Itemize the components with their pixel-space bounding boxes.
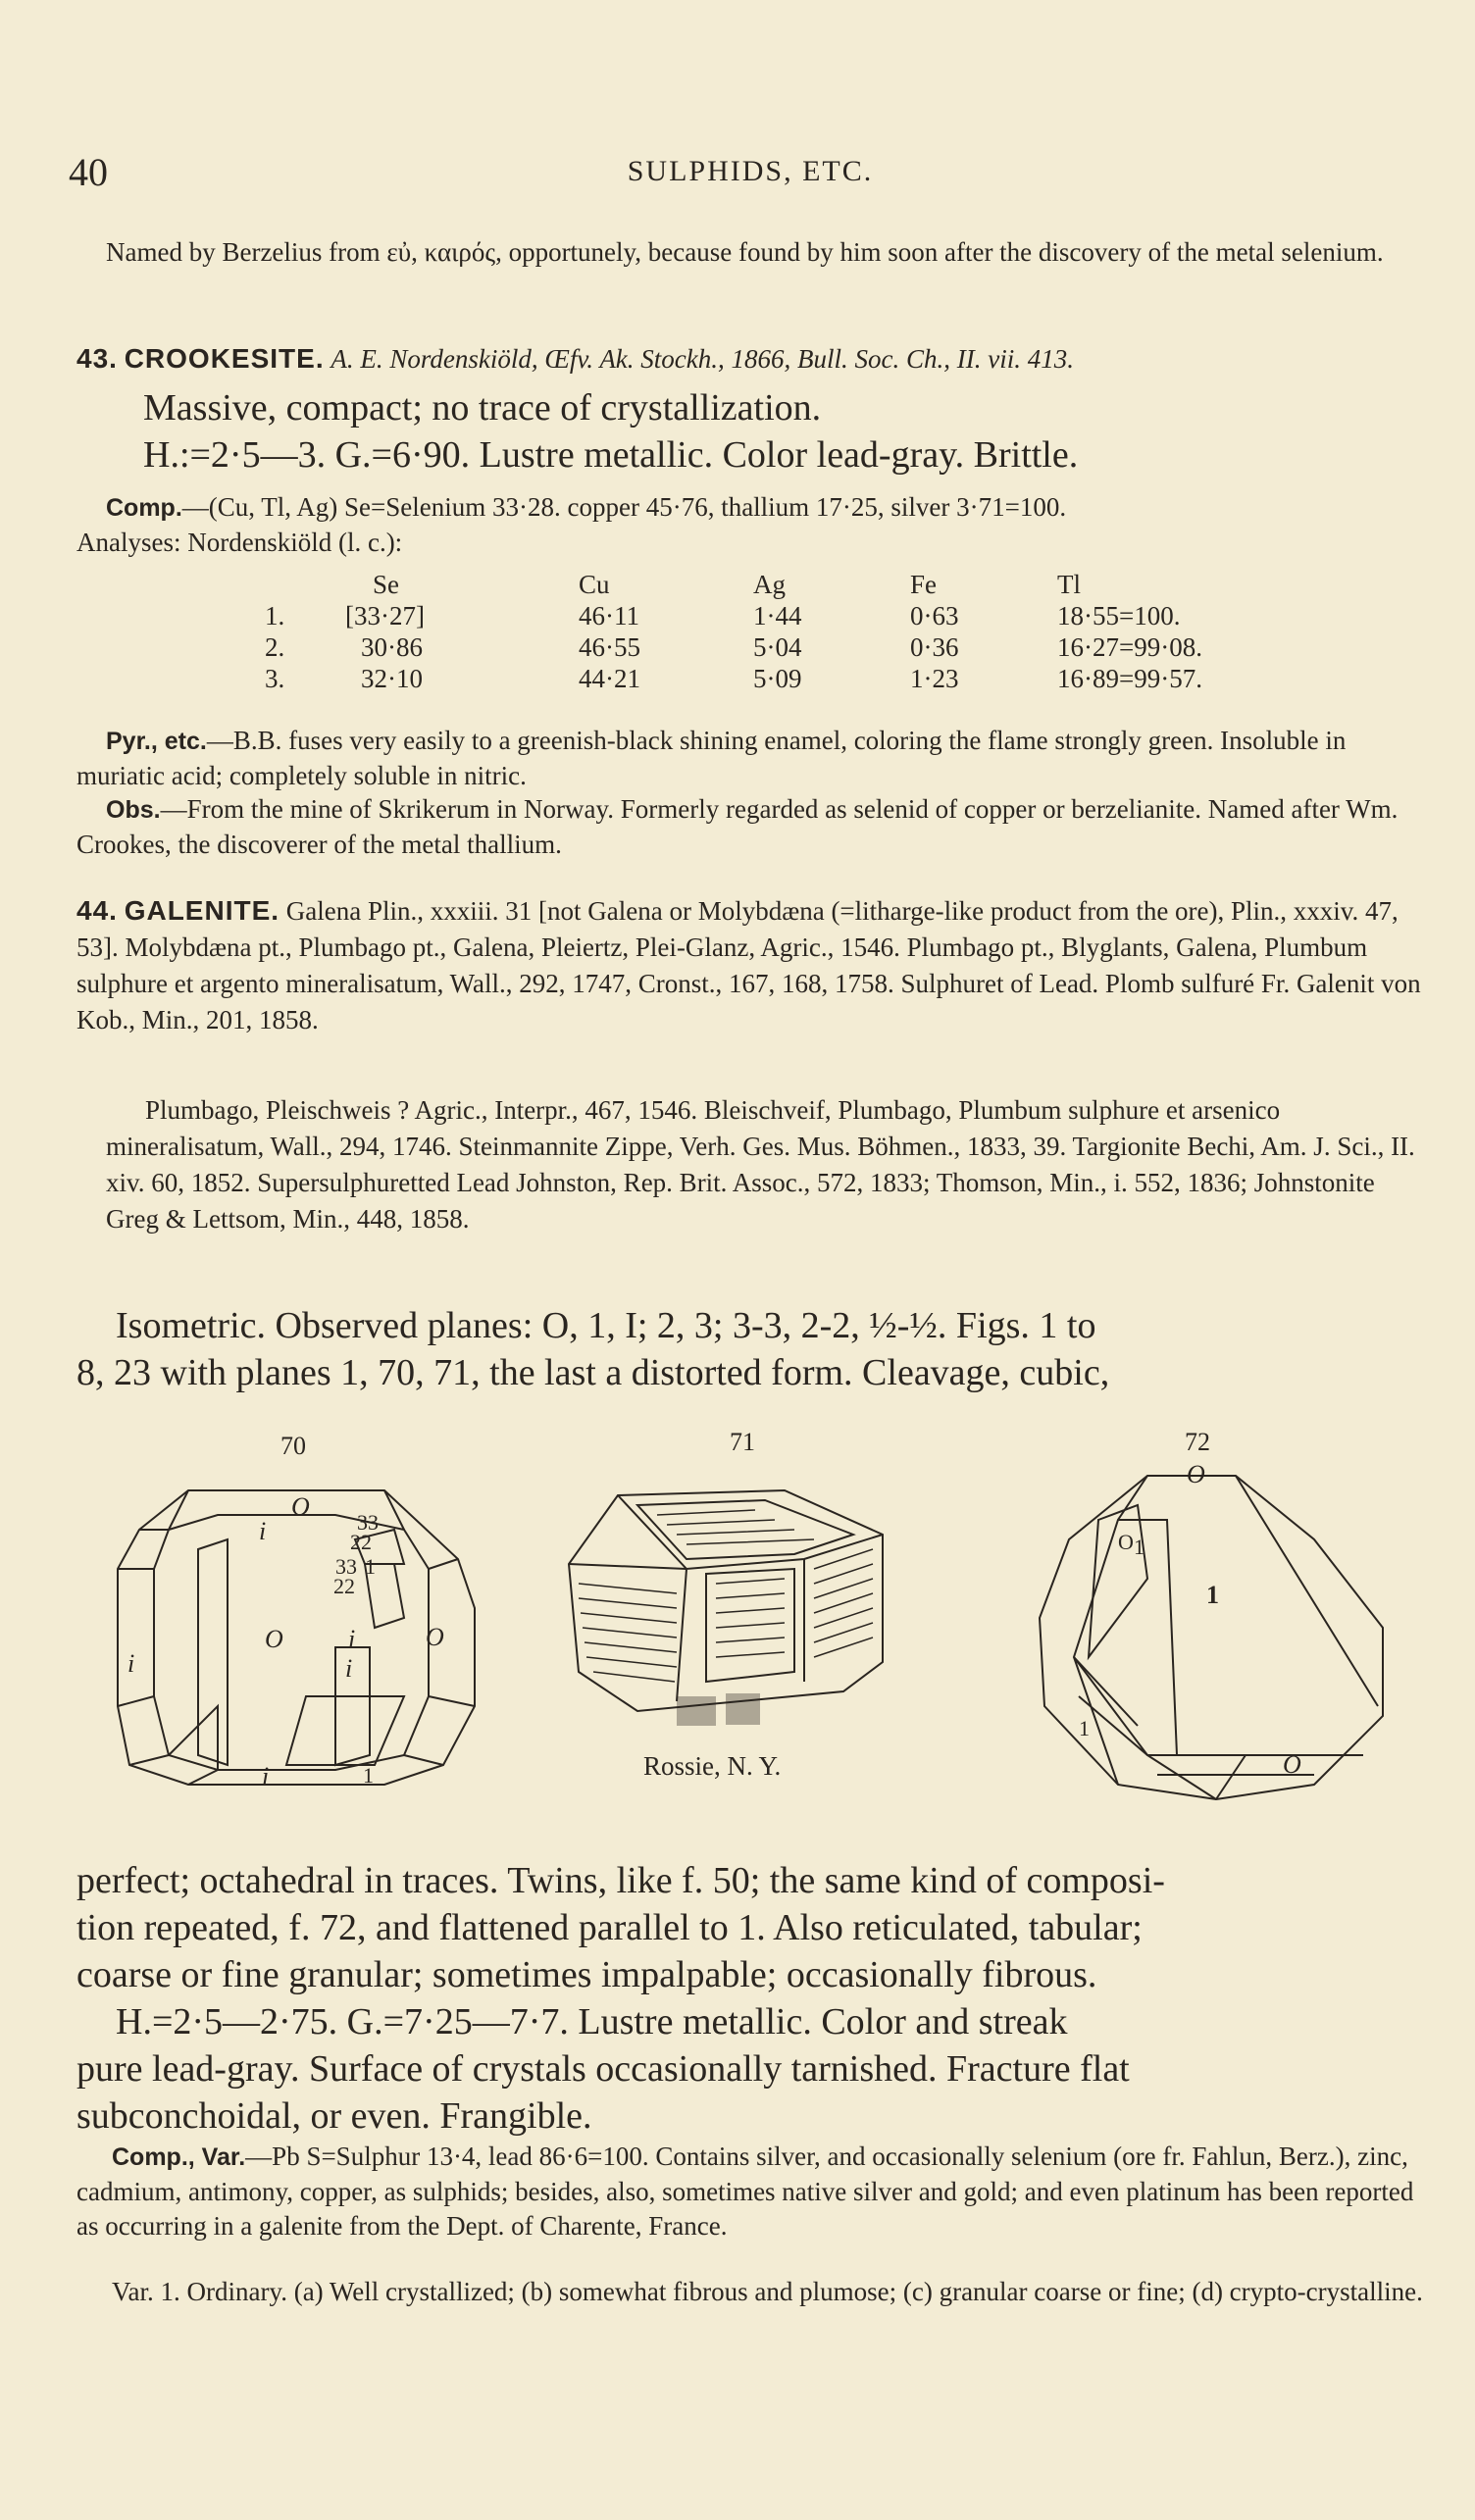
face-label: O	[1187, 1461, 1205, 1488]
obs-paragraph	[76, 792, 1430, 862]
crookesite-desc-2: H.:=2·5—3. G.=6·90. Lustre metallic. Color lead-gray. Brittle.	[143, 434, 1079, 476]
species-name: GALENITE.	[124, 895, 280, 926]
galenite-comp	[76, 2140, 1435, 2243]
text-line: coarse or fine granular; sometimes impalpable; occasionally fibrous.	[76, 1954, 1097, 1995]
table-cell: 1.	[265, 601, 285, 630]
table-header: Ag	[753, 570, 786, 599]
crookesite-desc-1: Massive, compact; no trace of crystallization.	[143, 387, 822, 428]
face-label: 22	[333, 1574, 355, 1598]
text-line: H.=2·5—2·75. G.=7·25—7·7. Lustre metallic. Color and streak	[116, 2001, 1068, 2042]
figure-71-caption: Rossie, N. Y.	[643, 1751, 782, 1781]
table-header: Cu	[579, 570, 610, 599]
table-cell: 0·36	[910, 632, 959, 662]
face-label: 1	[365, 1554, 376, 1579]
species-reference: A. E. Nordenskiöld, Œfv. Ak. Stockh., 1866, Bull. Soc. Ch., II. vii. 413.	[331, 344, 1074, 374]
table-cell: 46·55	[579, 632, 640, 662]
table-row	[265, 631, 1202, 663]
obs-text: —From the mine of Skrikerum in Norway. Formerly regarded as selenid of copper or berzelianite. Named after Wm. Crookes, the discoverer of the metal thallium.	[76, 794, 1399, 859]
species-name: CROOKESITE.	[124, 343, 325, 374]
figure-70-crystal	[110, 1471, 483, 1794]
table-header: Tl	[1057, 570, 1081, 599]
pyr-text: —B.B. fuses very easily to a greenish-black shining enamel, coloring the flame strongly green. Insoluble in muriatic acid; completely soluble in nitric.	[76, 726, 1347, 790]
table-row	[265, 663, 1202, 694]
face-label: 1	[1079, 1716, 1090, 1740]
synonyms-text: Galena Plin., xxxiii. 31 [not Galena or Molybdæna (=litharge-like product from the ore), Plin., xxxiv. 47, 53]. Molybdæna pt., Plumbago pt., Galena, Pleiertz, Plei-Glanz, Agric., 1546. Plumbago pt., Blyglants, Galena, Plumbum sulphure et argento mineralisatum, Wall., 292, 1747, Cronst., 167, 168, 1758. Sulphuret of Lead. Plomb sulfuré Fr. Galenit von Kob., Min., 201, 1858.	[76, 896, 1421, 1034]
figure-number: 72	[1185, 1428, 1210, 1456]
table-cell: 32·10	[361, 664, 423, 693]
analysis-table	[265, 569, 1202, 694]
page-header	[69, 149, 1432, 198]
table-header-row	[265, 569, 1202, 600]
table-cell: 16·27=99·08.	[1057, 632, 1202, 662]
galenite-var	[76, 2275, 1435, 2309]
table-cell: 16·89=99·57.	[1057, 664, 1202, 693]
crystal-outline	[1040, 1476, 1383, 1799]
running-title: SULPHIDS, ETC.	[627, 155, 874, 187]
face-label: O	[265, 1625, 283, 1653]
table-cell: 0·63	[910, 601, 959, 630]
face-label: O	[291, 1492, 310, 1521]
table-cell: 5·04	[753, 632, 802, 662]
galenite-description-block	[76, 1857, 1435, 2140]
figure-number: 71	[730, 1428, 755, 1456]
species-number: 43.	[76, 343, 118, 374]
crookesite-comp	[106, 490, 1430, 526]
crystal-inner	[154, 1515, 429, 1770]
crookesite-heading	[76, 341, 1440, 377]
table-cell: 30·86	[361, 632, 423, 662]
figure-number: 70	[280, 1432, 306, 1460]
comp-label: Comp.	[106, 494, 182, 522]
face-label: 1	[363, 1763, 374, 1788]
table-cell: 5·09	[753, 664, 802, 693]
table-header: Fe	[910, 570, 937, 599]
face-label: i	[348, 1625, 356, 1653]
text-line: tion repeated, f. 72, and flattened parallel to 1. Also reticulated, tabular;	[76, 1907, 1143, 1948]
face-label: i	[345, 1654, 353, 1683]
pyr-label: Pyr., etc.	[106, 728, 207, 755]
galenite-desc-2: 8, 23 with planes 1, 70, 71, the last a distorted form. Cleavage, cubic,	[76, 1352, 1110, 1393]
face-label: 1	[1206, 1581, 1219, 1609]
table-header: Se	[373, 570, 399, 599]
face-label: O	[1283, 1750, 1301, 1779]
table-row	[265, 600, 1202, 631]
table-cell: 3.	[265, 664, 285, 693]
comp-text: —Pb S=Sulphur 13·4, lead 86·6=100. Contains silver, and occasionally selenium (ore fr. Fahlun, Berz.), zinc, cadmium, antimony, copper, as sulphids; besides, also, sometimes native silver and gold; and even platinum has been reported as occurring in a galenite from the Dept. of Charente, France.	[76, 2142, 1414, 2241]
galenite-desc-1: Isometric. Observed planes: O, 1, I; 2, 3; 3-3, 2-2, ½-½. Figs. 1 to	[116, 1305, 1096, 1346]
var-text: Var. 1. Ordinary. (a) Well crystallized; (b) somewhat fibrous and plumose; (c) granular coarse or fine; (d) crypto-crystalline.	[112, 2277, 1423, 2306]
pyr-paragraph	[76, 724, 1430, 793]
galenite-synonyms-1	[76, 892, 1432, 1038]
obs-label: Obs.	[106, 796, 161, 824]
figure-72-crystal	[1020, 1461, 1432, 1814]
figure-71-crystal	[559, 1476, 892, 1740]
crystal-outline	[118, 1490, 475, 1785]
comp-label: Comp., Var.	[112, 2143, 246, 2171]
face-label: 1	[1134, 1535, 1144, 1559]
table-cell: 44·21	[579, 664, 640, 693]
face-label: 33	[335, 1554, 357, 1579]
face-label: 33	[357, 1510, 379, 1535]
text-line: perfect; octahedral in traces. Twins, like f. 50; the same kind of composi-	[76, 1860, 1165, 1901]
table-cell: 2.	[265, 632, 285, 662]
table-cell: 18·55=100.	[1057, 601, 1181, 630]
face-label: 22	[350, 1530, 372, 1554]
comp-text: —(Cu, Tl, Ag) Se=Selenium 33·28. copper 45·76, thallium 17·25, silver 3·71=100.	[181, 492, 1067, 522]
face-label: O	[1118, 1530, 1134, 1554]
table-cell: 1·23	[910, 664, 959, 693]
galenite-synonyms-2: Plumbago, Pleischweis ? Agric., Interpr., 467, 1546. Bleischveif, Plumbago, Plumbum sulphure et arsenico mineralisatum, Wall., 294, 1746. Steinmannite Zippe, Verh. Ges. Mus. Böhmen., 1833, 39. Targionite Bechi, Am. J. Sci., II. xiv. 60, 1852. Supersulphuretted Lead Johnston, Rep. Brit. Assoc., 572, 1833; Thomson, Min., i. 552, 1836; Johnstonite Greg & Lettsom, Min., 448, 1858.	[106, 1095, 1415, 1234]
analyses-label: Analyses: Nordenskiöld (l. c.):	[76, 528, 403, 557]
intro-paragraph: Named by Berzelius from εὐ, καιρός, opportunely, because found by him soon after the discovery of the metal selenium.	[106, 237, 1384, 267]
table-cell: [33·27]	[345, 601, 425, 630]
species-number: 44.	[76, 895, 118, 926]
face-label: O	[426, 1623, 444, 1651]
face-label: i	[259, 1517, 267, 1545]
text-line: pure lead-gray. Surface of crystals occasionally tarnished. Fracture flat	[76, 2048, 1130, 2090]
face-label: i	[262, 1762, 270, 1790]
table-cell: 1·44	[753, 601, 802, 630]
crystal-outline	[569, 1490, 883, 1711]
face-label: i	[127, 1649, 135, 1678]
text-line: subconchoidal, or even. Frangible.	[76, 2095, 592, 2137]
table-cell: 46·11	[579, 601, 639, 630]
page-number: 40	[69, 150, 108, 194]
